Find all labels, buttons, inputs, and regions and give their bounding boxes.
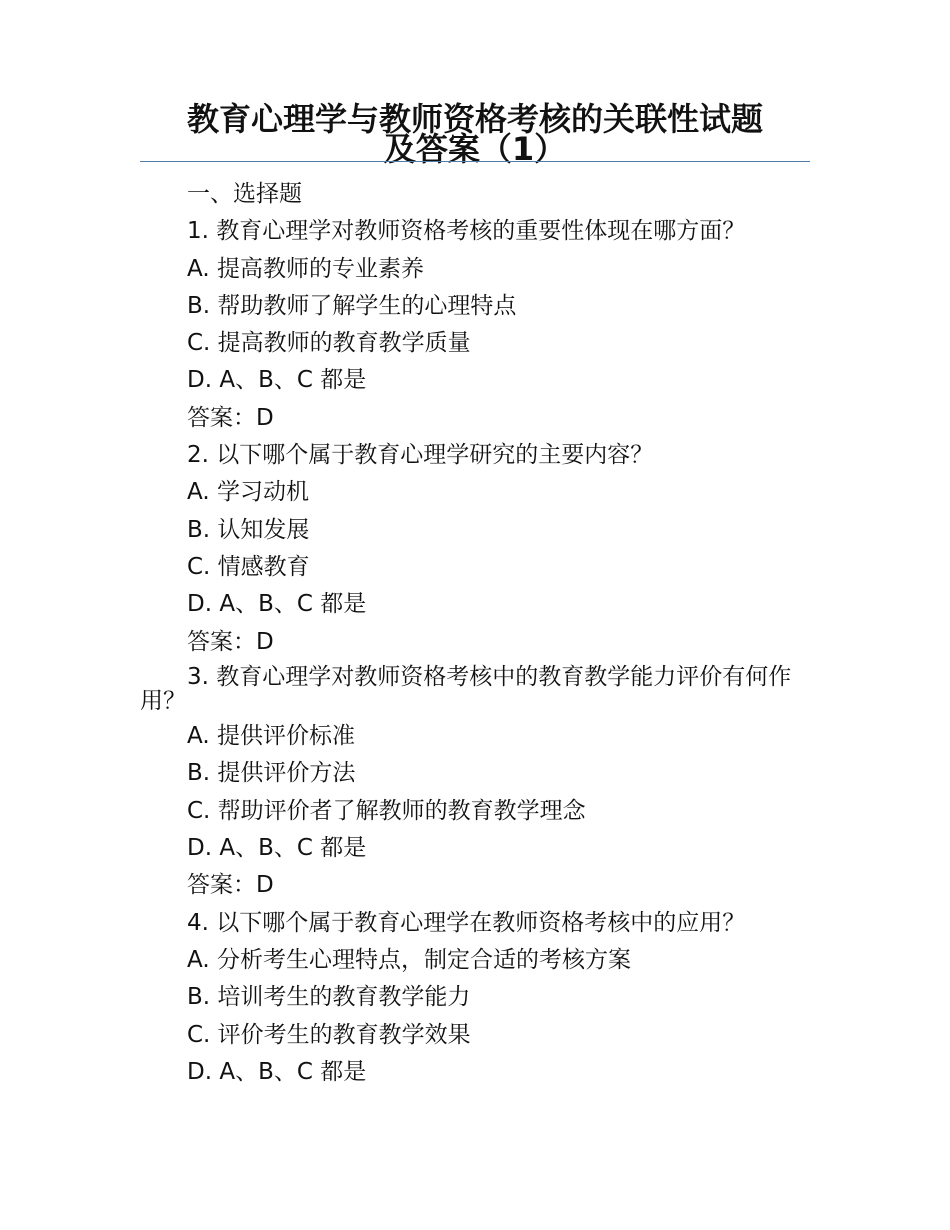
title-underline-rule [140, 161, 810, 162]
question-3: 3. 教育心理学对教师资格考核中的教育教学能力评价有何作用？ [140, 663, 792, 714]
q3-option-b: B. 提供评价方法 [187, 760, 356, 787]
q3-answer: 答案：D [187, 872, 274, 899]
q1-option-b: B. 帮助教师了解学生的心理特点 [187, 292, 517, 319]
document-title [140, 100, 810, 168]
q2-option-d: D. A、B、C 都是 [187, 591, 367, 618]
q2-option-c: C. 情感教育 [187, 553, 310, 580]
question-1: 1. 教育心理学对教师资格考核的重要性体现在哪方面？ [187, 218, 746, 245]
section-heading: 一、选择题 [187, 181, 302, 207]
q1-option-c: C. 提高教师的教育教学质量 [187, 330, 471, 357]
q3-option-a: A. 提供评价标准 [187, 723, 355, 750]
q4-option-d: D. A、B、C 都是 [187, 1058, 367, 1085]
q2-option-b: B. 认知发展 [187, 516, 310, 543]
title-line-2: 及答案（1） [383, 130, 567, 168]
title-line-1: 教育心理学与教师资格考核的关联性试题 [186, 100, 763, 138]
q1-answer: 答案：D [187, 404, 274, 431]
document-body [140, 180, 810, 1095]
q1-option-d: D. A、B、C 都是 [187, 367, 367, 394]
q3-option-c: C. 帮助评价者了解教师的教育教学理念 [187, 797, 586, 824]
q4-option-b: B. 培训考生的教育教学能力 [187, 984, 471, 1011]
q1-option-a: A. 提高教师的专业素养 [187, 255, 424, 282]
q2-option-a: A. 学习动机 [187, 479, 309, 506]
question-4: 4. 以下哪个属于教育心理学在教师资格考核中的应用？ [187, 909, 746, 936]
q4-option-a: A. 分析考生心理特点，制定合适的考核方案 [187, 946, 631, 973]
question-2: 2. 以下哪个属于教育心理学研究的主要内容？ [187, 442, 654, 469]
q4-option-c: C. 评价考生的教育教学效果 [187, 1021, 471, 1048]
q3-option-d: D. A、B、C 都是 [187, 835, 367, 862]
q2-answer: 答案：D [187, 628, 274, 655]
